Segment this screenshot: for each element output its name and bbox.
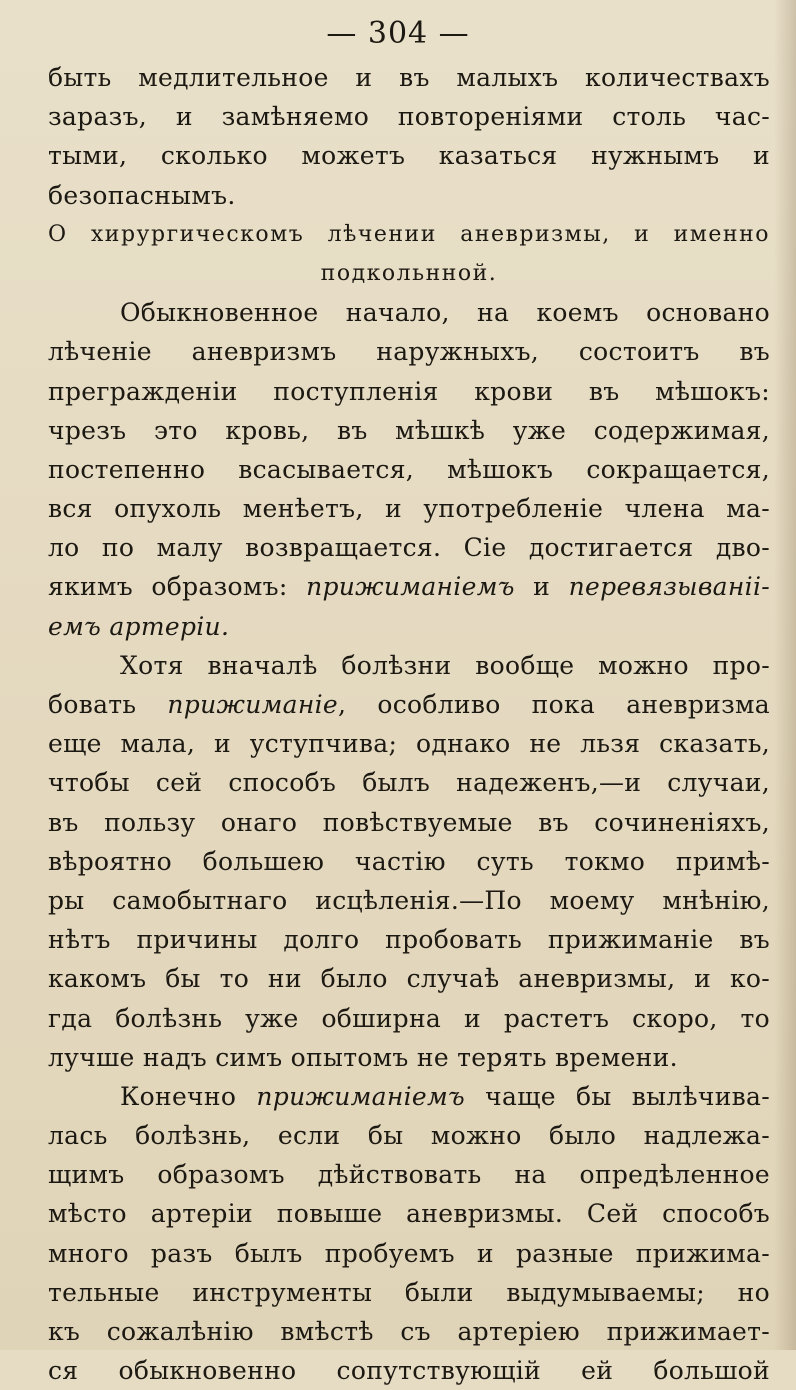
text-line: къ сожалѣнію вмѣстѣ съ артеріею прижимает-	[48, 1317, 770, 1346]
text-line: нѣтъ причины долго пробовать прижиманіе въ	[48, 925, 770, 955]
text-line	[48, 567, 770, 606]
page-text	[48, 58, 770, 1390]
text-line: лась болѣзнь, если бы можно было надлежа-	[48, 1121, 770, 1151]
section-heading-line: подкольнной.	[320, 260, 498, 286]
text-line	[48, 1077, 770, 1116]
italic-term: перевязываніі-	[568, 572, 770, 602]
text-line: тельные инструменты были выдумываемы; но	[48, 1277, 770, 1307]
text-line: лучше надъ симъ опытомъ не терять времени.	[48, 1042, 678, 1072]
text-run: и	[514, 572, 569, 602]
text-line: Обыкновенное начало, на коемъ основано	[120, 298, 770, 328]
text-run: Конечно	[120, 1081, 257, 1111]
text-line: заразъ, и замѣняемо повтореніями столь час-	[48, 102, 770, 132]
text-line: чрезъ это кровь, въ мѣшкѣ уже содержимая,	[48, 415, 770, 445]
text-line: какомъ бы то ни было случаѣ аневризмы, и ко-	[48, 964, 770, 994]
italic-term: прижиманіемъ	[256, 1081, 465, 1111]
text-line: ло по малу возвращается. Сіе достигается дво-	[48, 533, 770, 563]
text-line: Хотя вначалѣ болѣзни вообще можно про-	[120, 650, 770, 680]
section-heading-line: О хирургическомъ лѣчении аневризмы, и именно	[48, 221, 770, 247]
page-edge-shadow	[774, 0, 796, 1350]
text-line: много разъ былъ пробуемъ и разные прижима-	[48, 1238, 770, 1268]
text-run: бовать	[48, 690, 168, 719]
text-line: лѣченіе аневризмъ наружныхъ, состоитъ въ	[48, 337, 770, 367]
text-run: , особливо пока аневризма	[338, 690, 770, 719]
text-line: чтобы сей способъ былъ надеженъ,—и случаи,	[48, 768, 770, 798]
text-line: ры самобытнаго исцѣленія.—По моему мнѣнію,	[48, 885, 770, 915]
text-line: еще мала, и уступчива; однако не льзя сказать,	[48, 729, 770, 759]
text-line: вѣроятно большею частію суть токмо примѣ-	[48, 846, 770, 876]
text-line: прегражденіи поступленія крови въ мѣшокъ:	[48, 376, 770, 406]
text-line: тыми, сколько можетъ казаться нужнымъ и	[48, 141, 770, 171]
italic-term: емъ артеріи.	[48, 611, 230, 641]
text-line: въ пользу онаго повѣствуемые въ сочиненіяхъ,	[48, 807, 770, 837]
italic-term: прижиманіемъ	[306, 572, 515, 602]
text-line: ся обыкновенно сопутствующій ей большой	[48, 1356, 770, 1386]
text-line: безопаснымъ.	[48, 180, 236, 210]
text-line	[48, 685, 770, 724]
page-number: — 304 —	[326, 16, 470, 51]
text-run: чаще бы вылѣчива-	[465, 1081, 770, 1111]
text-line: гда болѣзнь уже обширна и растетъ скоро, то	[48, 1003, 770, 1033]
text-line: постепенно всасывается, мѣшокъ сокращается,	[48, 454, 770, 484]
text-line	[48, 607, 770, 646]
text-line: щимъ образомъ дѣйствовать на опредѣленное	[48, 1160, 770, 1190]
text-line: мѣсто артеріи повыше аневризмы. Сей способъ	[48, 1199, 770, 1229]
text-line: быть медлительное и въ малыхъ количествахъ	[48, 63, 770, 92]
italic-term: прижиманіе	[167, 690, 339, 719]
text-run: якимъ образомъ:	[48, 572, 307, 602]
text-line: вся опухоль менѣетъ, и употребленіе члена ма-	[48, 494, 770, 524]
